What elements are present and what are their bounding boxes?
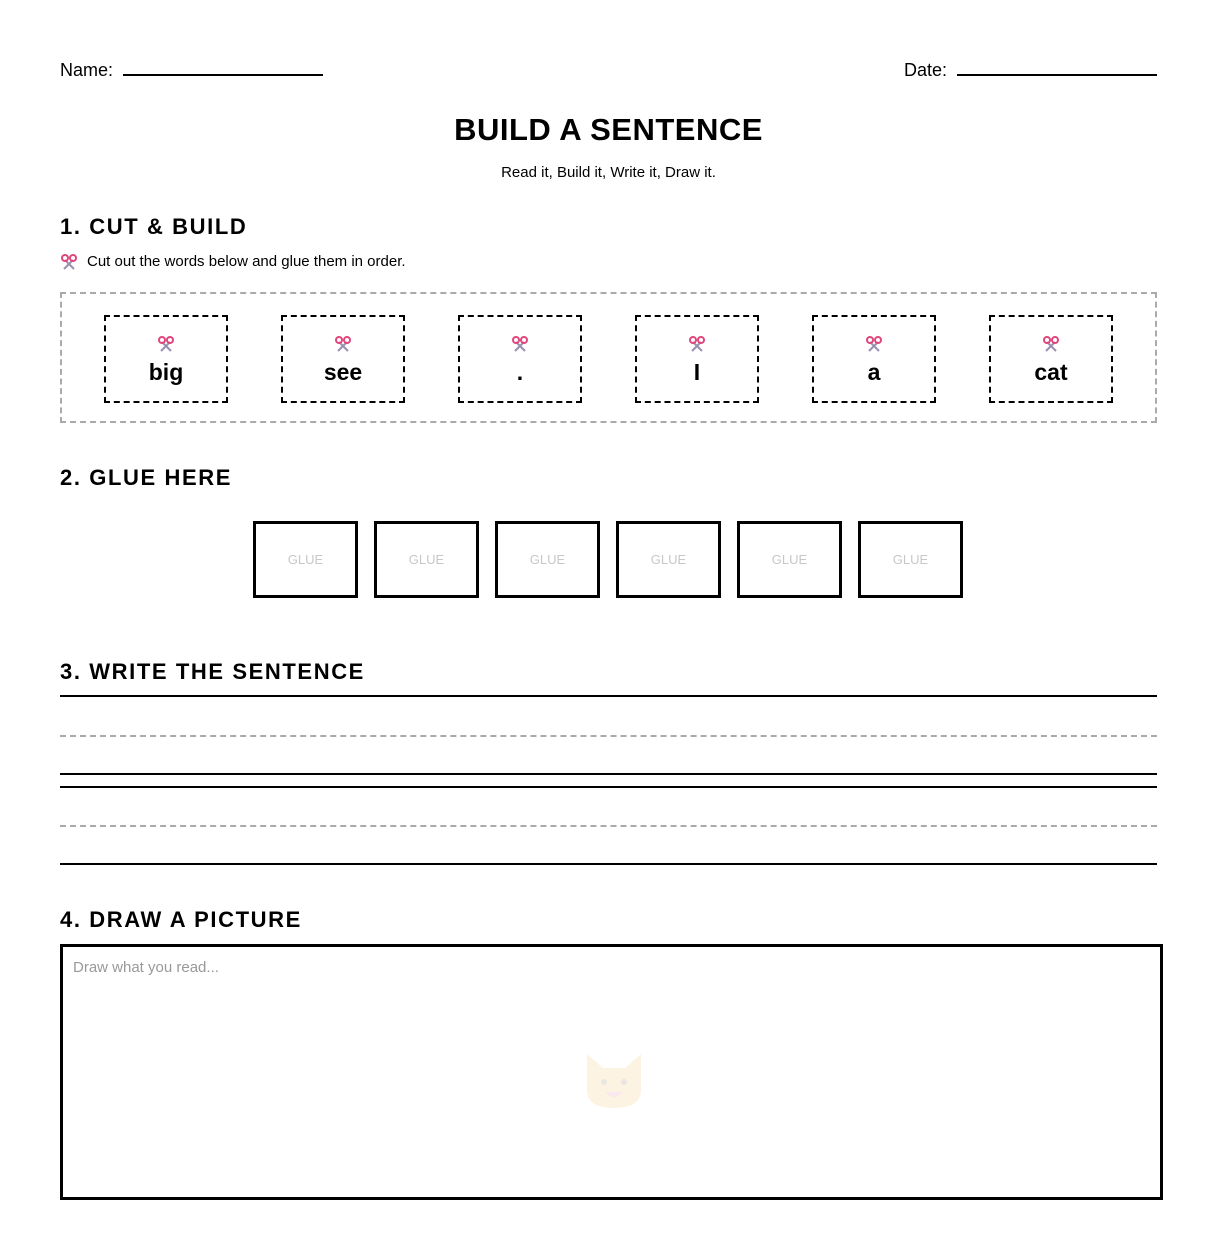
base-line — [60, 773, 1157, 775]
date-line[interactable] — [957, 74, 1157, 76]
word-card[interactable] — [635, 315, 759, 403]
word-text: see — [323, 359, 363, 385]
word-card[interactable] — [104, 315, 228, 403]
glue-box[interactable]: GLUE — [616, 521, 721, 598]
instruction-text: Cut out the words below and glue them in order. — [87, 253, 406, 270]
glue-box[interactable]: GLUE — [858, 521, 963, 598]
word-text: a — [867, 359, 881, 385]
scissors-icon — [1042, 336, 1060, 352]
word-text: cat — [1034, 359, 1068, 385]
scissors-icon — [334, 336, 352, 352]
mid-dashed-line — [60, 735, 1157, 737]
glue-box[interactable]: GLUE — [374, 521, 479, 598]
base-line — [60, 863, 1157, 865]
top-line — [60, 786, 1157, 788]
word-card[interactable] — [989, 315, 1113, 403]
top-line — [60, 695, 1157, 697]
page-subtitle: Read it, Build it, Write it, Draw it. — [501, 164, 716, 181]
scissors-icon — [688, 336, 706, 352]
cut-out-area — [60, 292, 1157, 423]
glue-row — [253, 521, 963, 598]
draw-placeholder: Draw what you read... — [73, 959, 219, 976]
word-card[interactable] — [812, 315, 936, 403]
name-field[interactable] — [60, 60, 323, 80]
scissors-icon — [511, 336, 529, 352]
section-heading-cut: 1. CUT & BUILD — [60, 214, 248, 239]
glue-box[interactable]: GLUE — [495, 521, 600, 598]
glue-box[interactable]: GLUE — [253, 521, 358, 598]
word-text: I — [693, 359, 701, 385]
name-line[interactable] — [123, 74, 323, 76]
cut-instruction — [60, 253, 406, 270]
glue-box[interactable]: GLUE — [737, 521, 842, 598]
scissors-icon — [865, 336, 883, 352]
drawing-area[interactable] — [60, 944, 1163, 1200]
date-label: Date: — [903, 60, 947, 80]
section-heading-draw: 4. DRAW A PICTURE — [60, 907, 302, 932]
scissors-icon — [157, 336, 175, 352]
header-row — [60, 60, 1157, 82]
section-heading-glue: 2. GLUE HERE — [60, 465, 233, 490]
word-text: . — [516, 359, 524, 385]
section-heading-write: 3. WRITE THE SENTENCE — [60, 659, 365, 684]
page-title: BUILD A SENTENCE — [454, 112, 763, 147]
word-text: big — [148, 359, 184, 385]
word-card[interactable] — [281, 315, 405, 403]
date-field[interactable] — [904, 60, 1157, 80]
word-card[interactable] — [458, 315, 582, 403]
scissors-icon — [60, 254, 78, 270]
name-label: Name: — [60, 60, 114, 80]
cat-face-icon — [581, 1050, 647, 1110]
mid-dashed-line — [60, 825, 1157, 827]
